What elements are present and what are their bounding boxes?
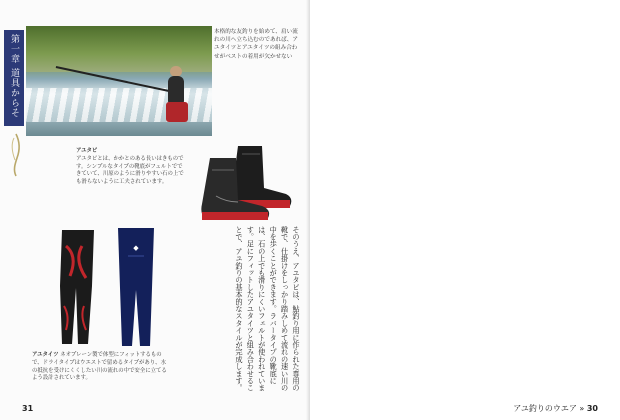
chevron-right-icon: »	[579, 404, 585, 413]
right-page	[310, 0, 620, 420]
left-body-text: そのうえ、アユタビは、鮎釣り用に作られた専用の靴で、仕掛けをしっかり踏みしめて流れの速い川の中を歩くことができます。ラバータイプの靴底には、石の上でも滑りにくいフェルトが使われています。足にフィットしたアユタイツと組み合わせることで、アユ釣りの基本的なスタイルが完成します。	[234, 226, 301, 392]
fish-icon	[8, 132, 24, 178]
photo-caption: 本格的な友釣りを始めて、肩い流れの川へ立ち込むのであれば、アユタイツとアユタイツの組み合わせがベストの着用が欠かせない	[214, 29, 298, 60]
riverbank	[26, 26, 212, 72]
right-footer	[513, 403, 598, 414]
svg-text:◆: ◆	[133, 244, 139, 252]
angler-body	[168, 76, 184, 104]
right-page-number: 30	[586, 404, 598, 413]
tights-caption-label: アユタイツ	[32, 352, 59, 358]
angler-waders	[166, 102, 188, 122]
footer-section-label: アユ釣りのウエア	[513, 404, 577, 413]
shoes-caption-label: アユタビ	[76, 148, 98, 154]
tights-caption	[32, 352, 170, 383]
shoes-caption-text: アユタビとは、かかとのある長いはきものです。シンプルなタイプの靴底がフェルトでできていて、川原のように滑りやすい石の上でも滑らないように工夫されています。	[76, 155, 184, 186]
shoes-caption	[76, 148, 186, 187]
left-page-number: 31	[22, 404, 34, 413]
river-fishing-photo	[26, 26, 212, 136]
tights-caption-text: ネオプレーン製で体型にフィットするもので、ドライタイプはウエストで留めるタイプがあり、水の抵抗を受けにくくしたい川の流れの中で安全に立てるよう設計されています。	[32, 352, 167, 382]
chapter-label: 第一章 道具からそ	[4, 30, 24, 126]
ayu-tights-image	[48, 226, 170, 350]
ayu-tabi-shoes-image	[186, 140, 304, 224]
